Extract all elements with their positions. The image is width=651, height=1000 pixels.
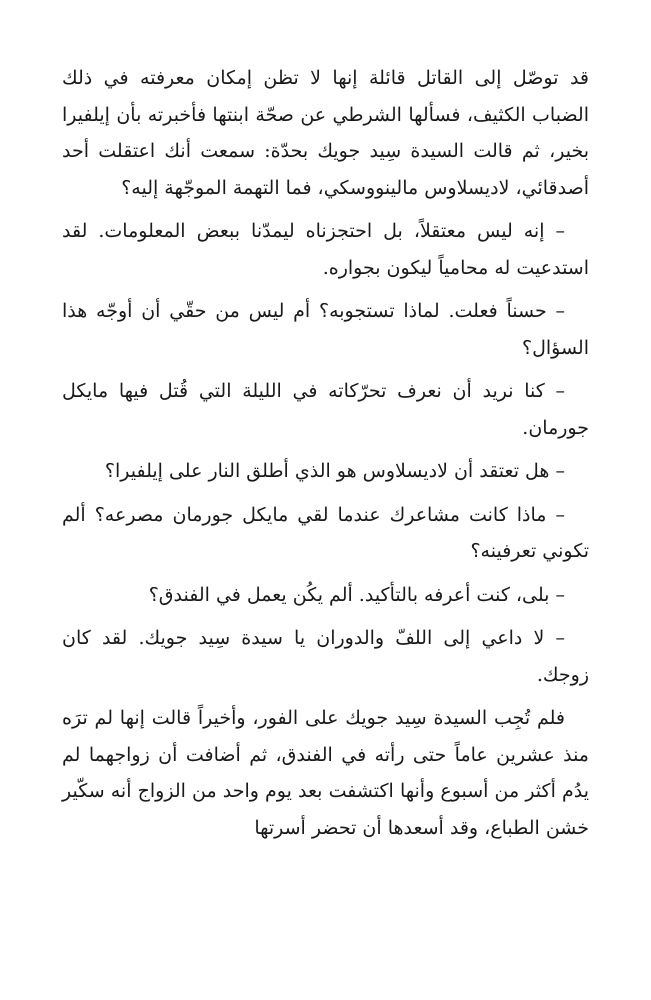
dialogue-line-4: – هل تعتقد أن لاديسلاوس هو الذي أطلق النار على إيلفيرا؟	[104, 460, 565, 482]
dialogue-line-3: – كنا نريد أن نعرف تحرّكاته في الليلة التي قُتل فيها مايكل جورمان.	[62, 380, 589, 439]
paragraph-final: فلم تُجِب السيدة سِيد جويك على الفور، وأخيراً قالت إنها لم ترَه منذ عشرين عاماً حتى رأته في الفندق، ثم أضافت أن زواجهما لم يدُم أكثر من أسبوع وأنها اكتشفت بعد يوم واحد من الزواج أنه سكّير خشن الطباع، وقد أسعدها أن تحضر أسرتها	[62, 707, 589, 839]
dialogue-line-5: – ماذا كانت مشاعرك عندما لقي مايكل جورمان مصرعه؟ ألم تكوني تعرفينه؟	[62, 503, 589, 562]
book-page	[62, 60, 589, 853]
dialogue-line-2: – حسناً فعلت. لماذا تستجوبه؟ أم ليس من حقّي أن أوجّه هذا السؤال؟	[62, 300, 589, 359]
dialogue-line-6: – بلى، كنت أعرفه بالتأكيد. ألم يكُن يعمل في الفندق؟	[148, 583, 565, 606]
dialogue-line-1: – إنه ليس معتقلاً، بل احتجزناه ليمدّنا ببعض المعلومات. لقد استدعيت له محامياً ليكون بجواره.	[62, 220, 589, 279]
paragraph-1: قد توصّل إلى القاتل قائلة إنها لا تظن إمكان معرفته في ذلك الضباب الكثيف، فسألها الشرطي عن صحّة ابنتها فأخبرته بأن إيلفيرا بخير، ثم قالت السيدة سِيد جويك بحدّة: سمعت أنك اعتقلت أحد أصدقائي، لاديسلاوس مالينووسكي، فما التهمة الموجّهة إليه؟	[62, 67, 589, 199]
dialogue-line-7: – لا داعي إلى اللفّ والدوران يا سيدة سِيد جويك. لقد كان زوجك.	[62, 627, 589, 686]
